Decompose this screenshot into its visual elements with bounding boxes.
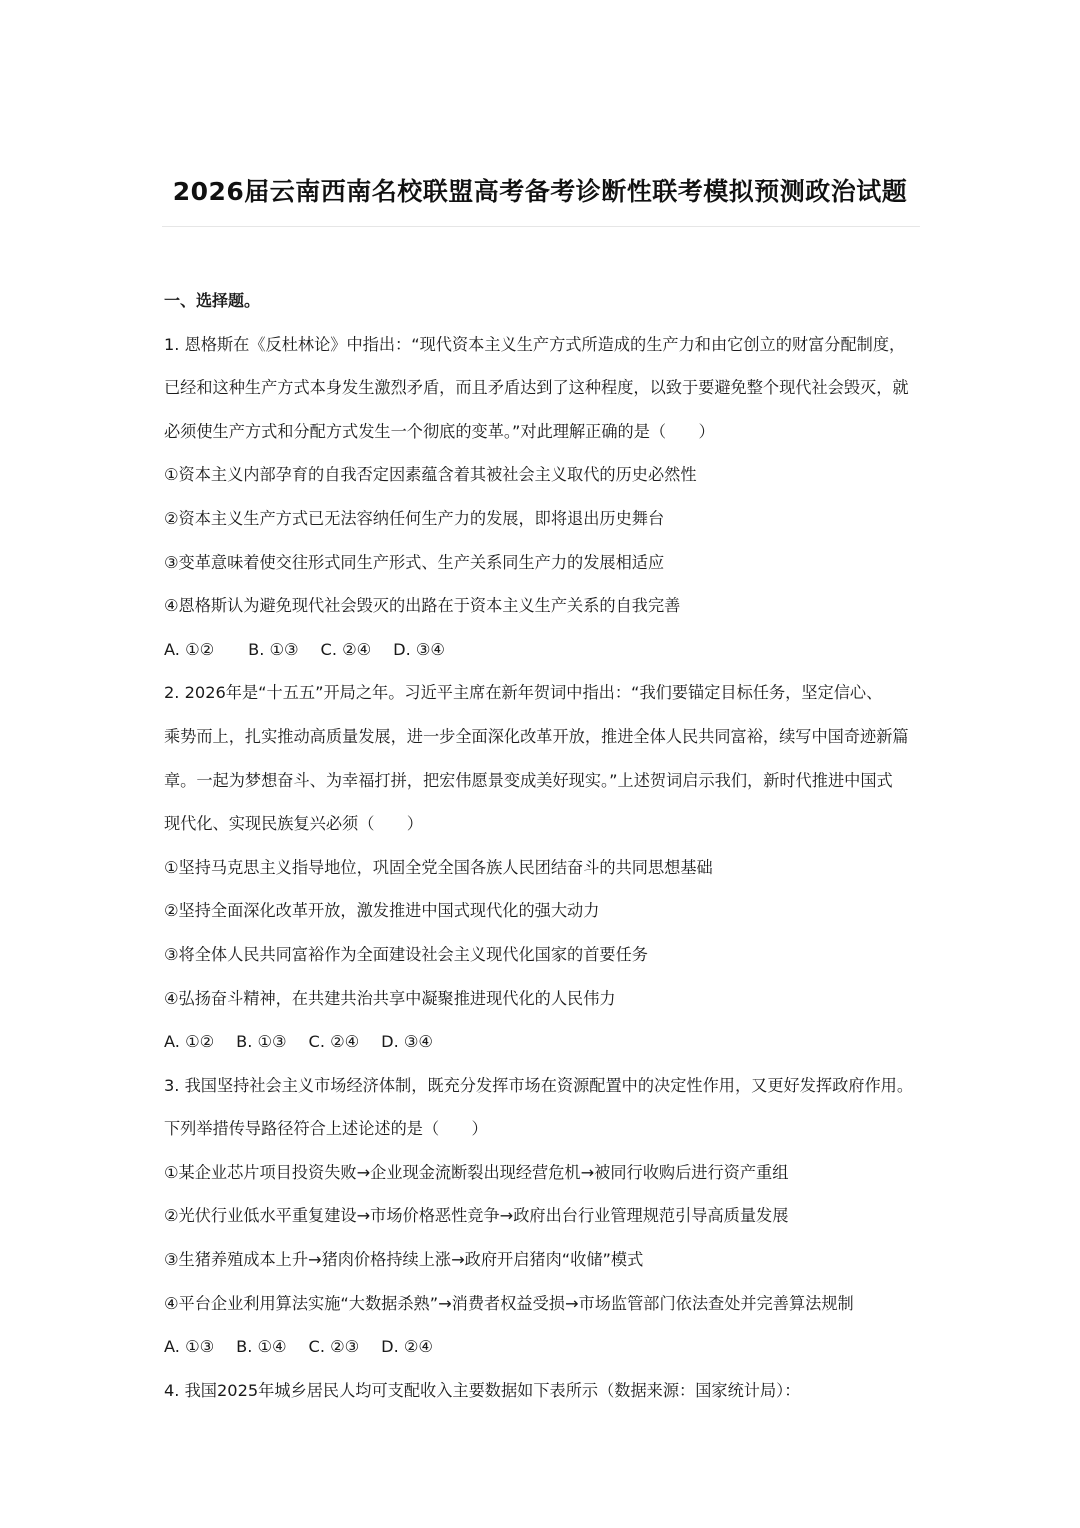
question-stem-line: 乘势而上，扎实推动高质量发展，进一步全面深化改革开放，推进全体人民共同富裕，续写中国奇迹新篇 [164, 726, 909, 746]
question-stem-line: 现代化、实现民族复兴必须（ ） [164, 814, 423, 834]
statement-item: ①资本主义内部孕育的自我否定因素蕴含着其被社会主义取代的历史必然性 [164, 465, 697, 485]
statement-item: ②坚持全面深化改革开放，激发推进中国式现代化的强大动力 [164, 901, 600, 921]
option-a: A. ①② [164, 1032, 215, 1052]
question-stem-line: 下列举措传导路径符合上述论述的是（ ） [164, 1119, 488, 1139]
statement-item: ②资本主义生产方式已无法容纳任何生产力的发展，即将退出历史舞台 [164, 508, 665, 528]
option-a: A. ①② [164, 639, 215, 659]
statement-item: ②光伏行业低水平重复建设→市场价格恶性竞争→政府出台行业管理规范引导高质量发展 [164, 1206, 789, 1226]
option-c: C. ②④ [308, 1032, 360, 1052]
question-4 [164, 1369, 920, 1413]
question-stem-line: 1. 恩格斯在《反杜林论》中指出：“现代资本主义生产方式所造成的生产力和由它创立的财富分配制度， [164, 334, 906, 354]
statement-item: ④恩格斯认为避免现代社会毁灭的出路在于资本主义生产关系的自我完善 [164, 596, 681, 616]
title-divider [162, 226, 920, 227]
option-c: C. ②③ [308, 1337, 360, 1357]
question-stem-line: 2. 2026年是“十五五”开局之年。习近平主席在新年贺词中指出：“我们要锚定目标任务，坚定信心、 [164, 683, 883, 703]
section-heading: 一、选择题。 [164, 291, 261, 310]
exam-content [164, 279, 920, 1412]
statement-item: ④弘扬奋斗精神，在共建共治共享中凝聚推进现代化的人民伟力 [164, 988, 616, 1008]
statement-item: ③变革意味着使交往形式同生产形式、生产关系同生产力的发展相适应 [164, 552, 665, 572]
question-3 [164, 1064, 920, 1369]
document-title: 2026届云南西南名校联盟高考备考诊断性联考模拟预测政治试题 [172, 177, 908, 206]
option-d: D. ③④ [381, 1032, 433, 1052]
option-d: D. ②④ [381, 1337, 433, 1357]
question-stem-line: 章。一起为梦想奋斗、为幸福打拼，把宏伟愿景变成美好现实。”上述贺词启示我们，新时代推进中国式 [164, 770, 893, 790]
statement-item: ①某企业芯片项目投资失败→企业现金流断裂出现经营危机→被同行收购后进行资产重组 [164, 1162, 789, 1182]
question-stem-line: 必须使生产方式和分配方式发生一个彻底的变革。”对此理解正确的是（ ） [164, 421, 715, 441]
question-stem-line: 3. 我国坚持社会主义市场经济体制，既充分发挥市场在资源配置中的决定性作用，又更好发挥政府作用。 [164, 1075, 914, 1095]
statement-item: ③生猪养殖成本上升→猪肉价格持续上涨→政府开启猪肉“收储”模式 [164, 1250, 644, 1270]
statement-item: ①坚持马克思主义指导地位，巩固全党全国各族人民团结奋斗的共同思想基础 [164, 857, 713, 877]
question-stem-line: 4. 我国2025年城乡居民人均可支配收入主要数据如下表所示（数据来源：国家统计局）： [164, 1380, 801, 1400]
option-a: A. ①③ [164, 1337, 215, 1357]
option-b: B. ①③ [248, 639, 299, 659]
question-1 [164, 323, 920, 672]
statement-item: ④平台企业利用算法实施“大数据杀熟”→消费者权益受损→市场监管部门依法查处并完善算法规制 [164, 1293, 854, 1313]
question-2 [164, 671, 920, 1063]
answer-options [164, 1325, 920, 1369]
option-b: B. ①③ [236, 1032, 287, 1052]
answer-options [164, 1020, 920, 1064]
option-d: D. ③④ [393, 639, 445, 659]
option-b: B. ①④ [236, 1337, 287, 1357]
statement-item: ③将全体人民共同富裕作为全面建设社会主义现代化国家的首要任务 [164, 944, 648, 964]
question-stem-line: 已经和这种生产方式本身发生激烈矛盾，而且矛盾达到了这种程度，以致于要避免整个现代社会毁灭，就 [164, 378, 909, 398]
option-c: C. ②④ [320, 639, 372, 659]
answer-options [164, 628, 920, 672]
